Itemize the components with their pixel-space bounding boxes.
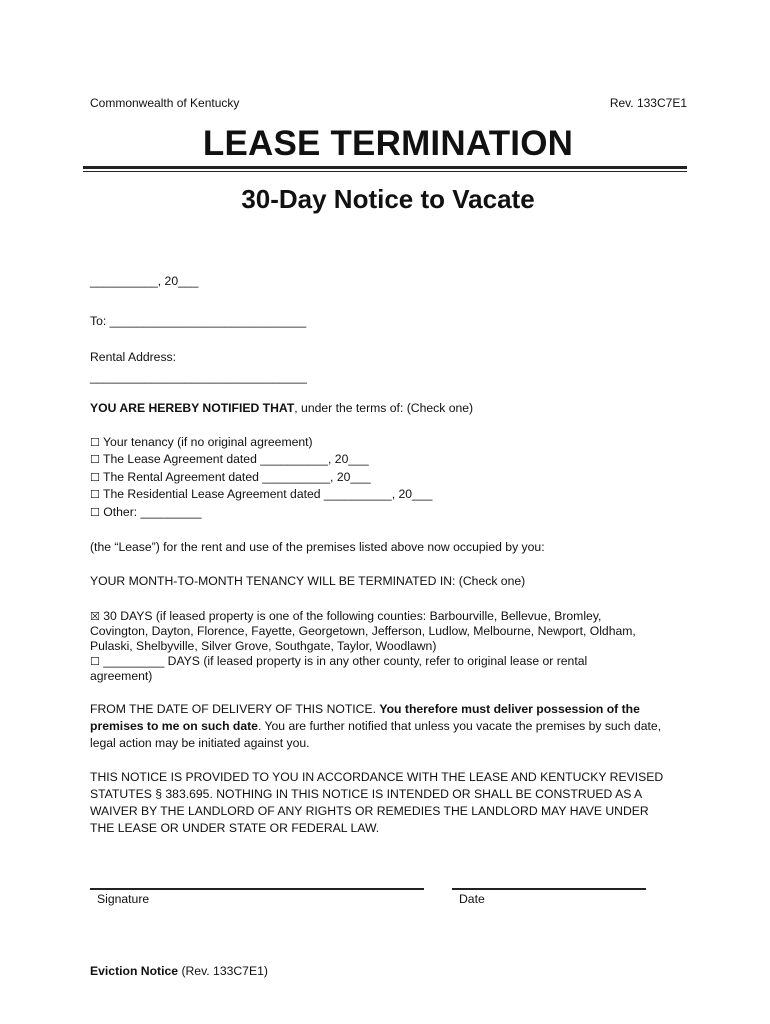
checkbox-icon[interactable]: ☐ [90,488,100,502]
checklist-item [90,469,678,486]
to-line: To: _____________________________ [90,314,307,328]
state-label: Commonwealth of Kentucky [90,96,240,110]
footer-revision: (Rev. 133C7E1) [181,964,268,978]
delivery-bold: You therefore must deliver possession of the premises to me on such date [90,702,640,733]
days-option-30-label: 30 DAYS (if leased property is one of the following counties: Barbourville, Bellevue, Bromley, Covington, Dayton, Florence, Fayette, Georgetown, Jefferson, Ludlow, Melbourne, Newport, Oldham, Pulaski, Shelbyville, Silver Grove, Southgate, Taylor, Woodlawn) [90,609,636,653]
signature-label: Signature [97,892,150,906]
termination-heading: YOUR MONTH-TO-MONTH TENANCY WILL BE TERMINATED IN: (Check one) [90,574,526,588]
title-divider-thick [83,166,687,169]
checklist-item-label: The Lease Agreement dated __________, 20___ [103,452,369,467]
title-divider-thin [83,171,687,172]
rental-address-line: ________________________________ [90,370,307,384]
document-subtitle: 30-Day Notice to Vacate [241,184,535,214]
days-option-30 [90,609,662,654]
checklist-item-label: Other: _________ [103,504,202,519]
footer [90,964,268,978]
legal-notice: THIS NOTICE IS PROVIDED TO YOU IN ACCORDANCE WITH THE LEASE AND KENTUCKY REVISED STATUTES § 383.695. NOTHING IN THIS NOTICE IS INTENDED OR SHALL BE CONSTRUED AS A WAIVER BY THE LANDLORD OF ANY RIGHTS OR REMEDIES THE LANDLORD MAY HAVE UNDER THE LEASE OR UNDER STATE OR FEDERAL LAW. [90,770,664,835]
checklist-item [90,504,678,521]
checkbox-icon[interactable]: ☐ [90,655,100,668]
checklist-item [90,451,678,468]
footer-name: Eviction Notice [90,964,179,978]
signature-line[interactable] [90,888,424,890]
agreement-checklist [90,434,678,521]
checklist-item [90,486,678,503]
checklist-item-label: The Residential Lease Agreement dated __________, 20___ [103,487,433,502]
document-title: LEASE TERMINATION [202,124,574,163]
lease-sentence: (the “Lease”) for the rent and use of the premises listed above now occupied by you: [90,540,545,554]
checklist-item [90,434,678,451]
days-option-other-label: _________ DAYS (if leased property is in any other county, refer to original lease or rental agreement) [90,654,588,683]
checklist-item-label: The Rental Agreement dated __________, 20___ [103,469,371,484]
checkbox-icon[interactable]: ☐ [90,470,100,484]
checkbox-icon[interactable]: ☐ [90,505,100,519]
delivery-paragraph [90,701,676,752]
date-line: __________, 20___ [90,274,199,288]
checkbox-icon[interactable]: ☐ [90,436,100,449]
date-label: Date [459,892,485,906]
checklist-item-label: Your tenancy (if no original agreement) [103,435,313,449]
revision-label: Rev. 133C7E1 [609,96,687,110]
delivery-start: FROM THE DATE OF DELIVERY OF THIS NOTICE. [90,702,380,716]
notified-rest: , under the terms of: (Check one) [294,401,474,415]
checked-checkbox-icon[interactable]: ☒ [90,610,100,623]
days-option-other [90,654,650,684]
checkbox-icon[interactable]: ☐ [90,453,100,467]
notified-bold: YOU ARE HEREBY NOTIFIED THAT [90,401,295,415]
notified-statement [90,401,678,416]
rental-address-label: Rental Address: [90,350,177,364]
date-line-signature[interactable] [452,888,646,890]
delivery-rest: . You are further notified that unless you vacate the premises by such date, legal action may be initiated against you. [90,719,662,750]
